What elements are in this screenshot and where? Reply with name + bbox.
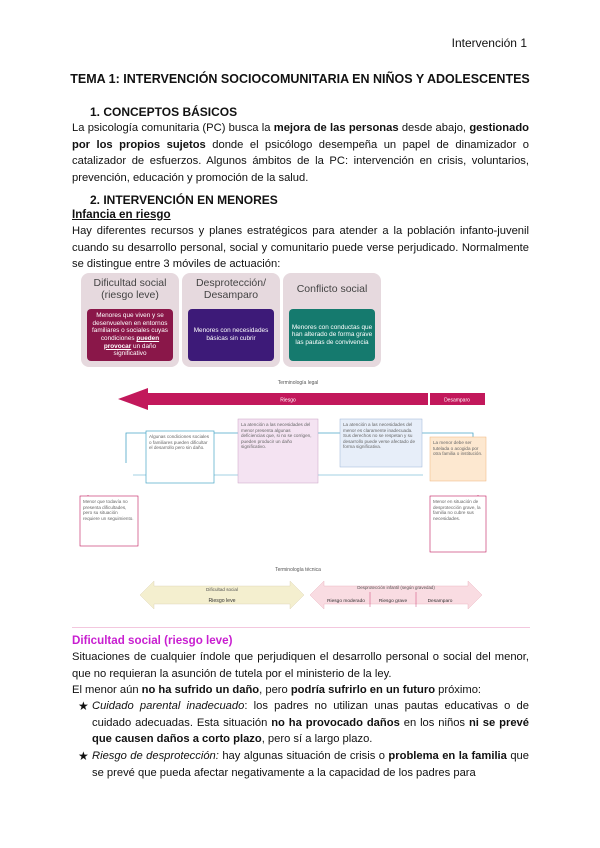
bullet-cuidado-parental: ★ Cuidado parental inadecuado: los padres no utilizan unas pautas educativas o de cuidado adecuadas. Esta situación no ha provocado daños en los niños ni se prevé que causen daños a corto plazo, pero sí a largo plazo.: [78, 699, 529, 745]
diagram-top-label: Terminología legal: [277, 380, 319, 386]
paragraph-psicologia-comunitaria: La psicología comunitaria (PC) busca la mejora de las personas desde abajo, gestionado por los propios sujetos donde el psicólogo desempeña un papel de dinamizador o catalizador de esfuerzos. Algunos ámbitos de la PC: intervención en crisis, voluntarios, prevención, educación y promoción de la salud.: [72, 122, 530, 184]
card-title: Conflicto social: [296, 283, 368, 295]
section-divider: [72, 627, 530, 628]
dificultad-arrow: [140, 581, 304, 609]
desamparo-label: Desamparo: [444, 397, 470, 404]
paragraph-infancia: Hay diferentes recursos y planes estratégicos para atender a la población infanto-juvenil cuando su desarrollo personal, social y comunitario puede verse perjudicado. Normalmente se distingue entre 3 móviles de actuación:: [72, 225, 529, 270]
section-heading-conceptos: 1. CONCEPTOS BÁSICOS: [90, 105, 238, 119]
star-bullet-icon: ★: [78, 699, 89, 713]
card-conflicto-social: [283, 273, 381, 367]
subheading-infancia-riesgo: Infancia en riesgo: [72, 208, 171, 221]
note-text-1: Algunas condiciones sociales o familiares pueden dificultar el desarrollo pero sin daño.: [149, 434, 210, 451]
note-text-4: La menor debe ser tutelada o acogida por otra familia o institución.: [433, 440, 483, 457]
card-desproteccion: [182, 273, 280, 367]
card-dificultad-social: [81, 273, 179, 367]
desamparo2-label: Desamparo: [427, 599, 453, 604]
desproteccion-label: Desprotección infantil (según gravedad): [357, 585, 435, 590]
note-text-3: La atención a las necesidades del menor es claramente inadecuada. Sus derechos no se respetan y su desarrollo puede verse afectado de forma significativa.: [343, 422, 416, 450]
riesgo-grave-label: Riesgo grave: [378, 599, 408, 604]
bullet-riesgo-desproteccion: ★ Riesgo de desprotección: hay algunas situación de crisis o problema en la familia que se prevé que pueda afectar negativamente a la capacidad de los padres para: [78, 749, 529, 779]
heading-dificultad-social: Dificultad social (riesgo leve): [72, 634, 233, 647]
card-title: Dificultad social (riesgo leve): [93, 277, 167, 301]
document-title: TEMA 1: INTERVENCIÓN SOCIOCOMUNITARIA EN NIÑOS Y ADOLESCENTES: [70, 72, 530, 86]
paragraph-dificultad-definicion: Situaciones de cualquier índole que perjudiquen el desarrollo personal o social del menor, que no requieran la asunción de tutela por el ministerio de la ley.: [72, 651, 529, 680]
page-header-label: Intervención 1: [451, 36, 527, 50]
dificultad-label: Dificultad social: [206, 587, 238, 592]
riesgo-leve-label: Riesgo leve: [208, 598, 236, 604]
note-text-2: La atención a las necesidades del menor presenta algunas deficiencias que, si no se corrigen, pueden producir un daño significativo.: [241, 422, 312, 450]
note-text-5: Menor que todavía no presenta dificultades, pero su situación requiere un seguimiento.: [83, 499, 134, 521]
riesgo-moderado-label: Riesgo moderado: [327, 599, 365, 604]
card-body: Menores con necesidades básicas sin cubrir: [188, 309, 274, 361]
paragraph-dificultad-dano: El menor aún no ha sufrido un daño, pero podría sufrirlo en un futuro próximo:: [72, 684, 482, 696]
riesgo-arrow: [118, 388, 428, 410]
card-body: Menores que viven y se desenvuelven en entornos familiares o sociales cuyas condiciones pueden provocar un daño significativo: [87, 309, 173, 361]
star-bullet-icon: ★: [78, 749, 89, 763]
section-heading-menores: 2. INTERVENCIÓN EN MENORES: [90, 193, 278, 207]
note-text-6: Menor en situación de desprotección grave, la familia no cubre sus necesidades.: [433, 499, 481, 521]
card-body: Menores con conductas que han alterado de forma grave las pautas de convivencia: [289, 309, 375, 361]
diagram-bottom-label: Terminología técnica: [275, 567, 321, 573]
riesgo-label: Riesgo: [280, 397, 296, 404]
card-title: Desprotección/ Desamparo: [195, 277, 267, 301]
